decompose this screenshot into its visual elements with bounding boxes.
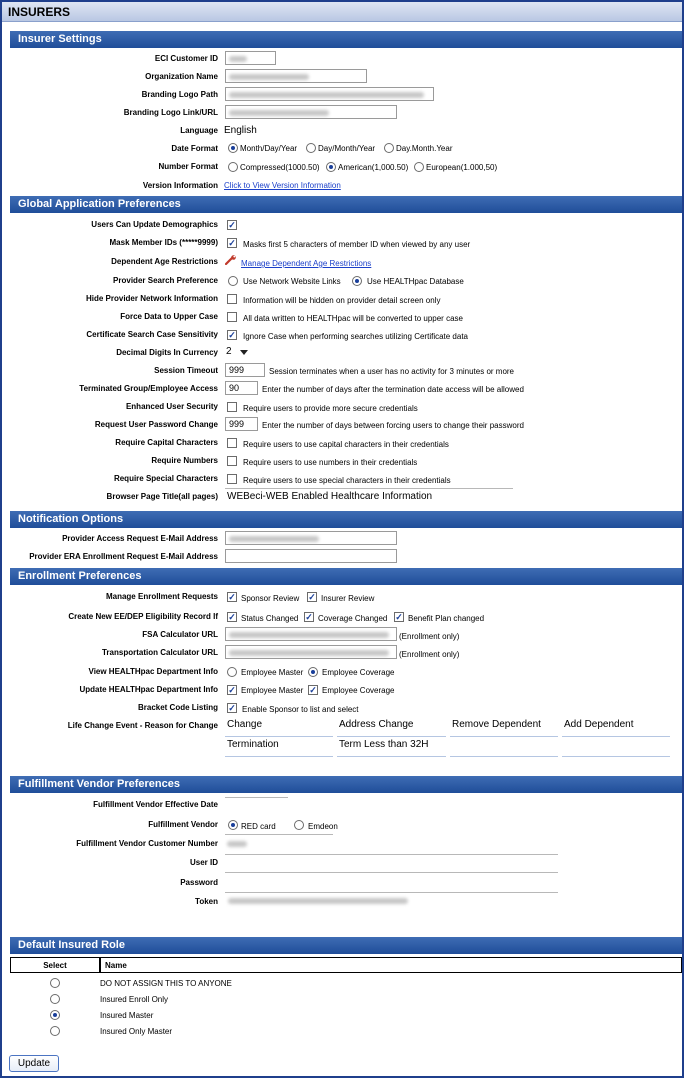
token-value[interactable] (225, 895, 415, 907)
page-title: INSURERS (2, 2, 682, 22)
require-special-text: Require users to use special characters in their credentials (243, 476, 451, 485)
column-header-select: Select (10, 957, 100, 973)
mask-member-ids-text: Masks first 5 characters of member ID when viewed by any user (243, 240, 471, 249)
provider-search-database-radio[interactable] (352, 276, 362, 286)
role-name: Insured Only Master (100, 1027, 173, 1036)
browser-page-title-label: Browser Page Title(all pages) (106, 492, 218, 501)
fsa-calculator-note: (Enrollment only) (399, 632, 460, 641)
password-change-label: Request User Password Change (94, 420, 218, 429)
divider (225, 488, 513, 489)
insurer-review-checkbox[interactable]: ✓ (308, 592, 316, 602)
password-change-text: Enter the number of days between forcing users to change their password (262, 421, 524, 430)
life-change-item[interactable]: Termination (225, 737, 333, 757)
view-employee-master-radio[interactable] (227, 667, 237, 677)
update-employee-coverage-checkbox[interactable]: ✓ (309, 685, 317, 695)
life-change-item[interactable] (450, 737, 558, 757)
branding-logo-path-input[interactable] (225, 87, 434, 101)
decimal-digits-value: 2 (226, 346, 232, 357)
session-timeout-label: Session Timeout (154, 366, 218, 375)
provider-era-email-input[interactable] (225, 549, 397, 563)
language-value: English (224, 125, 257, 136)
password-input[interactable] (225, 892, 558, 893)
life-change-item[interactable]: Change (225, 717, 333, 737)
number-format-compressed-radio[interactable] (228, 162, 238, 172)
date-format-mdy-label: Month/Day/Year (240, 144, 298, 153)
provider-era-email-label: Provider ERA Enrollment Request E-Mail Address (29, 552, 218, 561)
dependent-age-label: Dependent Age Restrictions (111, 257, 218, 266)
date-format-mdy-radio[interactable] (228, 143, 238, 153)
hide-provider-network-label: Hide Provider Network Information (85, 294, 218, 303)
section-notification-options: Notification Options (10, 511, 682, 528)
organization-name-label: Organization Name (145, 72, 218, 81)
require-numbers-label: Require Numbers (151, 456, 218, 465)
hide-provider-network-text: Information will be hidden on provider detail screen only (243, 296, 441, 305)
bracket-code-text: Enable Sponsor to list and select (242, 705, 359, 714)
language-label: Language (180, 126, 218, 135)
require-numbers-text: Require users to use numbers in their credentials (243, 458, 418, 467)
bracket-code-label: Bracket Code Listing (137, 703, 218, 712)
section-fulfillment-vendor: Fulfillment Vendor Preferences (10, 776, 682, 793)
date-format-dot-radio[interactable] (384, 143, 394, 153)
create-eligibility-label: Create New EE/DEP Eligibility Record If (68, 612, 218, 621)
provider-search-label: Provider Search Preference (113, 276, 218, 285)
provider-search-network-label: Use Network Website Links (243, 277, 341, 286)
user-id-label: User ID (189, 858, 218, 867)
chevron-down-icon (240, 350, 248, 355)
terminated-access-input[interactable]: 90 (225, 381, 258, 395)
role-radio[interactable] (50, 1026, 60, 1036)
role-name: DO NOT ASSIGN THIS TO ANYONE (100, 979, 232, 988)
column-header-name: Name (100, 957, 682, 973)
branding-logo-link-input[interactable] (225, 105, 397, 119)
vendor-emdeon-radio[interactable] (294, 820, 304, 830)
update-employee-coverage-label: Employee Coverage (322, 686, 395, 695)
role-name: Insured Enroll Only (100, 995, 169, 1004)
number-format-american-label: American(1,000.50) (338, 163, 409, 172)
fsa-calculator-label: FSA Calculator URL (142, 630, 218, 639)
number-format-european-radio[interactable] (414, 162, 424, 172)
section-default-insured-role: Default Insured Role (10, 937, 682, 954)
life-change-item[interactable]: Remove Dependent (450, 717, 558, 737)
number-format-compressed-label: Compressed(1000.50) (240, 163, 320, 172)
bracket-code-checkbox[interactable]: ✓ (228, 703, 236, 713)
vendor-emdeon-label: Emdeon (308, 822, 338, 831)
version-information-label: Version Information (142, 181, 218, 190)
date-format-dot-label: Day.Month.Year (396, 144, 453, 153)
role-name: Insured Master (100, 1011, 154, 1020)
decimal-digits-select[interactable] (226, 346, 250, 360)
require-capital-text: Require users to use capital characters in their credentials (243, 440, 449, 449)
insurer-review-label: Insurer Review (321, 594, 375, 603)
update-button[interactable]: Update (9, 1055, 59, 1072)
benefit-plan-changed-checkbox[interactable]: ✓ (395, 612, 403, 622)
view-employee-coverage-label: Employee Coverage (322, 668, 395, 677)
section-insurer-settings: Insurer Settings (10, 31, 682, 48)
number-format-american-radio[interactable] (326, 162, 336, 172)
view-employee-master-label: Employee Master (241, 668, 304, 677)
session-timeout-text: Session terminates when a user has no activity for 3 minutes or more (269, 367, 514, 376)
number-format-label: Number Format (158, 162, 218, 171)
hide-provider-network-checkbox[interactable] (227, 294, 237, 304)
cert-search-text: Ignore Case when performing searches utilizing Certificate data (243, 332, 469, 341)
status-changed-label: Status Changed (241, 614, 299, 623)
date-format-dmy-label: Day/Month/Year (318, 144, 376, 153)
decimal-digits-label: Decimal Digits In Currency (116, 348, 218, 357)
wrench-icon[interactable] (225, 255, 237, 265)
vendor-customer-number-value[interactable] (225, 838, 255, 848)
coverage-changed-label: Coverage Changed (318, 614, 388, 623)
vendor-red-card-radio[interactable] (228, 820, 238, 830)
version-information-link[interactable]: Click to View Version Information (224, 181, 341, 190)
mask-member-ids-label: Mask Member IDs (*****9999) (109, 238, 218, 247)
cert-search-label: Certificate Search Case Sensitivity (86, 330, 218, 339)
number-format-european-label: European(1.000,50) (426, 163, 498, 172)
provider-access-email-label: Provider Access Request E-Mail Address (62, 534, 218, 543)
fulfillment-vendor-label: Fulfillment Vendor (148, 820, 218, 829)
role-radio[interactable] (50, 978, 60, 988)
date-format-label: Date Format (171, 144, 218, 153)
organization-name-input[interactable] (225, 69, 367, 83)
eci-customer-id-label: ECI Customer ID (154, 54, 218, 63)
view-department-label: View HEALTHpac Department Info (88, 667, 218, 676)
manage-enrollment-label: Manage Enrollment Requests (105, 592, 218, 601)
require-special-label: Require Special Characters (113, 474, 218, 483)
role-radio[interactable] (50, 1010, 60, 1020)
update-demographics-label: Users Can Update Demographics (91, 220, 218, 229)
benefit-plan-changed-label: Benefit Plan changed (408, 614, 485, 623)
password-change-input[interactable]: 999 (225, 417, 258, 431)
section-global-preferences: Global Application Preferences (10, 196, 682, 213)
cert-search-checkbox[interactable]: ✓ (228, 330, 236, 340)
enhanced-security-label: Enhanced User Security (125, 402, 218, 411)
terminated-access-text: Enter the number of days after the termination date access will be allowed (262, 385, 524, 394)
force-upper-case-label: Force Data to Upper Case (120, 312, 218, 321)
provider-search-network-radio[interactable] (228, 276, 238, 286)
require-numbers-checkbox[interactable] (227, 456, 237, 466)
enhanced-security-checkbox[interactable] (227, 402, 237, 412)
user-id-input[interactable] (225, 872, 558, 873)
force-upper-case-text: All data written to HEALTHpac will be converted to upper case (243, 314, 463, 323)
life-change-item[interactable]: Address Change (337, 717, 446, 737)
mask-member-ids-checkbox[interactable]: ✓ (228, 238, 236, 248)
require-capital-label: Require Capital Characters (115, 438, 218, 447)
eci-customer-id-input[interactable] (225, 51, 276, 65)
role-radio[interactable] (50, 994, 60, 1004)
provider-search-database-label: Use HEALTHpac Database (367, 277, 464, 286)
password-label: Password (180, 878, 218, 887)
browser-page-title-value[interactable]: WEBeci-WEB Enabled Healthcare Information (227, 491, 433, 502)
status-changed-checkbox[interactable]: ✓ (228, 612, 236, 622)
update-department-label: Update HEALTHpac Department Info (79, 685, 218, 694)
branding-logo-link-label: Branding Logo Link/URL (123, 108, 218, 117)
sponsor-review-checkbox[interactable]: ✓ (228, 592, 236, 602)
vendor-customer-number-label: Fulfillment Vendor Customer Number (76, 839, 218, 848)
date-format-dmy-radio[interactable] (306, 143, 316, 153)
section-enrollment-preferences: Enrollment Preferences (10, 568, 682, 585)
update-demographics-checkbox[interactable]: ✓ (228, 220, 236, 230)
terminated-access-label: Terminated Group/Employee Access (79, 384, 218, 393)
transportation-calculator-note: (Enrollment only) (399, 650, 460, 659)
manage-dependent-age-link[interactable]: Manage Dependent Age Restrictions (241, 259, 372, 268)
life-change-item[interactable]: Add Dependent (562, 717, 670, 737)
provider-access-email-input[interactable] (225, 531, 397, 545)
require-special-checkbox[interactable] (227, 474, 237, 484)
life-change-item[interactable]: Term Less than 32H (337, 737, 446, 757)
life-change-item[interactable] (562, 737, 670, 757)
coverage-changed-checkbox[interactable]: ✓ (305, 612, 313, 622)
sponsor-review-label: Sponsor Review (241, 594, 300, 603)
update-employee-master-checkbox[interactable]: ✓ (228, 685, 236, 695)
require-capital-checkbox[interactable] (227, 438, 237, 448)
life-change-label: Life Change Event - Reason for Change (67, 721, 218, 730)
fsa-calculator-input[interactable] (225, 627, 397, 641)
transportation-calculator-label: Transportation Calculator URL (101, 648, 218, 657)
fulfillment-effective-date-label: Fulfillment Vendor Effective Date (93, 800, 218, 809)
divider (225, 854, 558, 855)
vendor-red-card-label: RED card (241, 822, 276, 831)
fulfillment-effective-date-input[interactable] (225, 797, 288, 798)
token-label: Token (195, 897, 218, 906)
update-employee-master-label: Employee Master (241, 686, 304, 695)
transportation-calculator-input[interactable] (225, 645, 397, 659)
divider (225, 834, 333, 835)
view-employee-coverage-radio[interactable] (308, 667, 318, 677)
branding-logo-path-label: Branding Logo Path (141, 90, 218, 99)
force-upper-case-checkbox[interactable] (227, 312, 237, 322)
enhanced-security-text: Require users to provide more secure credentials (243, 404, 418, 413)
session-timeout-input[interactable]: 999 (225, 363, 265, 377)
